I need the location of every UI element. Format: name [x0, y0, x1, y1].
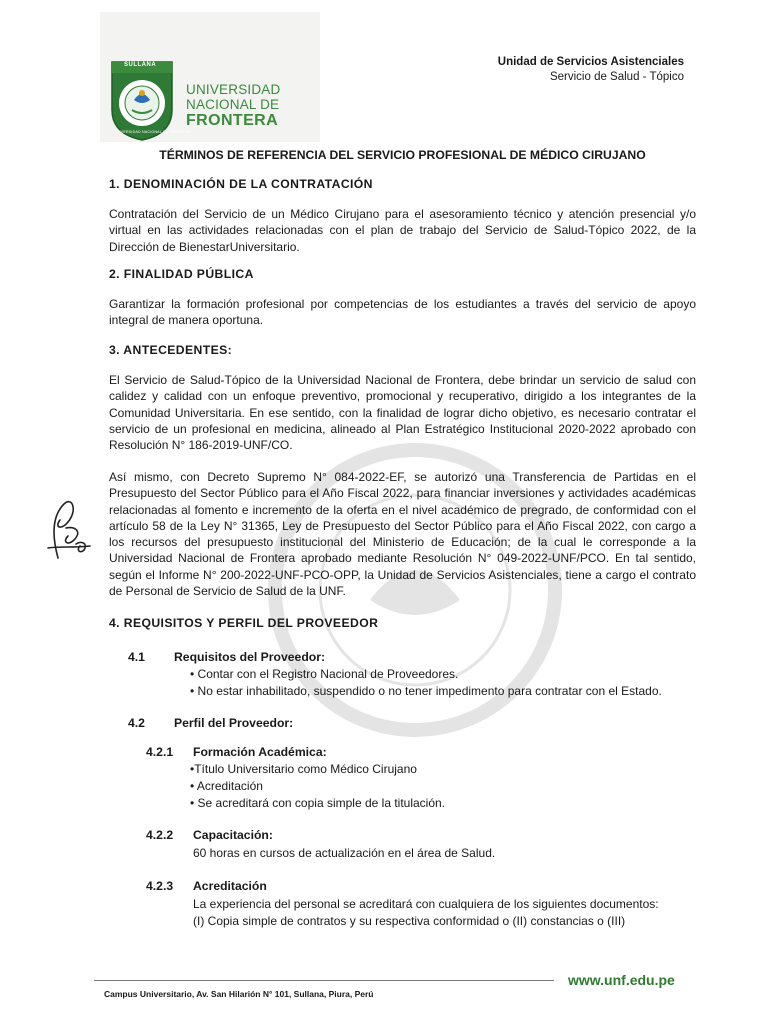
subsection-4-1-number: 4.1 [128, 650, 145, 664]
academic-item [190, 795, 445, 811]
seal-ring-text: UNIVERSIDAD NACIONAL DE FRONTERA [114, 130, 191, 134]
unit-title: Unidad de Servicios Asistenciales [497, 56, 684, 68]
url-accent: unf [604, 972, 626, 988]
accreditation-line-1: La experiencia del personal se acreditará con cualquiera de los siguientes documentos: [193, 897, 659, 911]
section-1-body: Contratación del Servicio de un Médico Cirujano para el asesoramiento técnico y atención presencial y/o virtual en las actividades relacionadas con el plan de trabajo del Servicio de Salud-Tópico 2022, de la Dirección de BienestarUniversitario. [109, 207, 696, 254]
academic-item [190, 778, 263, 794]
unit-subtitle: Servicio de Salud - Tópico [549, 71, 684, 83]
bullet-icon: • [190, 684, 195, 698]
section-4-heading: 4. REQUISITOS Y PERFIL DEL PROVEEDOR [109, 616, 379, 630]
footer-website-link[interactable] [568, 972, 675, 988]
footer-divider [94, 980, 554, 981]
section-3-paragraph-2: Así mismo, con Decreto Supremo N° 084-2022-EF, se autorizó una Transferencia de Partidas en el Presupuesto del Sector Público para el Año Fiscal 2022, para financiar inversiones y actividades académicas relacionadas al fomento e incremento de la oferta en el nivel académico de pregrado, de conformidad con el artículo 58 de la Ley N° 31365, Ley de Presupuesto del Sector Público para el Año Fiscal 2022, con cargo a los recursos del presupuesto institucional del Ministerio de Educación; de la cual le corresponde a la Universidad Nacional de Frontera aprobado mediante Resolución N° 049-2022-UNF/PCO. En tal sentido, según el Informe N° 200-2022-UNF-PCO-OPP, la Unidad de Servicios Asistenciales, tiene a cargo el contrato de Personal de Servicio de Salud de la UNF. [109, 470, 696, 599]
bullet-icon: • [190, 667, 195, 681]
subsection-4-2-1-title: Formación Académica: [193, 745, 327, 759]
section-2-body: Garantizar la formación profesional por competencias de los estudiantes a través del servicio de apoyo integral de manera oportuna. [109, 297, 696, 328]
section-3-heading: 3. ANTECEDENTES: [109, 343, 233, 357]
url-suffix: .edu.pe [625, 972, 675, 988]
bullet-icon: • [190, 796, 195, 810]
subsection-4-2-2-title: Capacitación: [193, 828, 273, 842]
university-wordmark [186, 82, 280, 130]
subsection-4-2-title: Perfil del Proveedor: [174, 716, 294, 730]
logo-line-1: UNIVERSIDAD [186, 82, 281, 97]
subsection-4-2-1-number: 4.2.1 [146, 745, 174, 759]
academic-text: Acreditación [196, 779, 263, 793]
university-logo [100, 12, 320, 142]
handwritten-signature [38, 488, 98, 568]
academic-item [190, 761, 417, 777]
requirement-item [190, 666, 458, 682]
subsection-4-1-title: Requisitos del Proveedor: [174, 650, 326, 664]
section-3-paragraph-1: El Servicio de Salud-Tópico de la Universidad Nacional de Frontera, debe brindar un servicio de salud con calidez y calidad con un enfoque preventivo, promocional y recuperativo, dirigido a los integrantes de la Comunidad Universitaria. En ese sentido, con la finalidad de lograr dicho objetivo, es necesario contratar el servicio de un profesional en medicina, alineado al Plan Estratégico Institucional 2020-2022 aprobado con Resolución N° 186-2019-UNF/CO. [109, 373, 696, 453]
accreditation-line-2: (I) Copia simple de contratos y su respectiva conformidad o (II) constancias o (III) [193, 914, 626, 928]
logo-line-3: FRONTERA [186, 112, 279, 129]
subsection-4-2-3-number: 4.2.3 [146, 879, 174, 893]
training-text: 60 horas en cursos de actualización en el área de Salud. [193, 846, 496, 860]
bullet-icon: • [190, 762, 195, 776]
subsection-4-2-2-number: 4.2.2 [146, 828, 174, 842]
subsection-4-2-number: 4.2 [128, 716, 145, 730]
seal-top-text: SULLANA [124, 62, 157, 68]
url-prefix: www. [568, 972, 605, 988]
footer-address: Campus Universitario, Av. San Hilarión N° 101, Sullana, Piura, Perú [104, 989, 374, 999]
unit-header [498, 55, 684, 85]
requirement-item [190, 683, 662, 699]
logo-line-2: NACIONAL DE [186, 97, 280, 112]
subsection-4-2-3-title: Acreditación [193, 879, 267, 893]
academic-text: Se acreditará con copia simple de la titulación. [197, 796, 446, 810]
academic-text: Título Universitario como Médico Cirujano [194, 762, 417, 776]
bullet-icon: • [190, 779, 195, 793]
document-title: TÉRMINOS DE REFERENCIA DEL SERVICIO PROFESIONAL DE MÉDICO CIRUJANO [159, 148, 646, 162]
requirement-text: Contar con el Registro Nacional de Proveedores. [197, 667, 459, 681]
section-1-heading: 1. DENOMINACIÓN DE LA CONTRATACIÓN [109, 177, 373, 191]
requirement-text: No estar inhabilitado, suspendido o no tener impedimento para contratar con el Estado. [197, 684, 662, 698]
section-2-heading: 2. FINALIDAD PÚBLICA [109, 267, 254, 281]
